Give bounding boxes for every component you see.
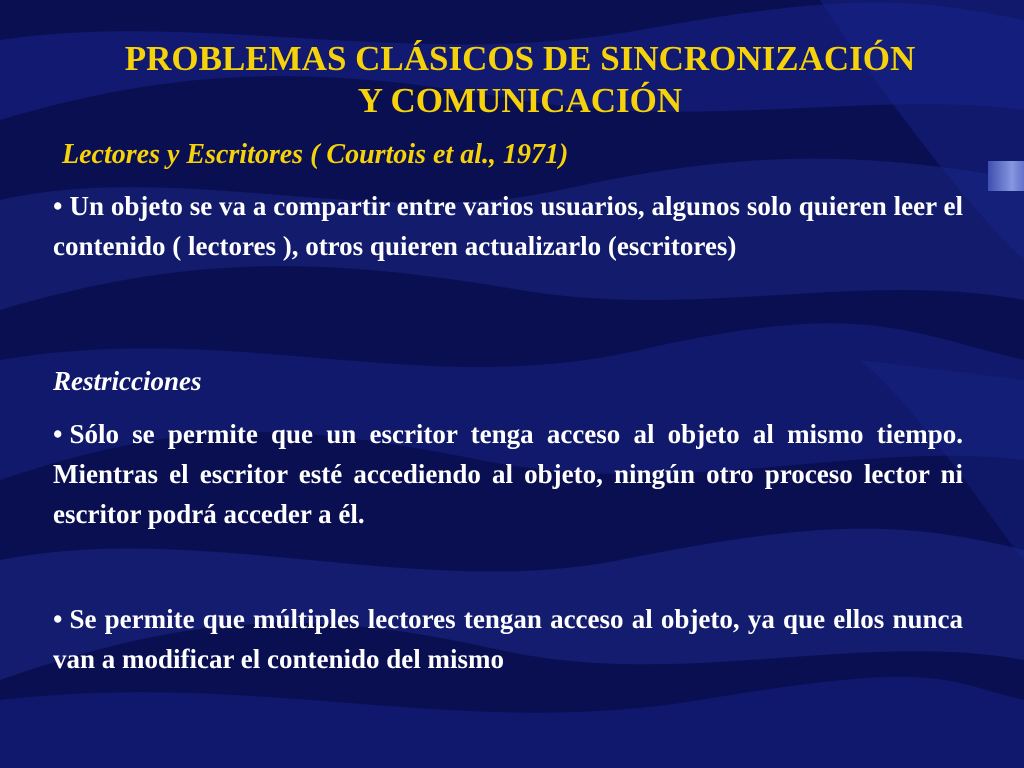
- bullet-text-2: Sólo se permite que un escritor tenga acceso al objeto al mismo tiempo. Mientras el escritor esté accediendo al objeto, ningún otro proceso lector ni escritor podrá acceder a él.: [53, 419, 963, 529]
- bullet-item-1: [53, 186, 963, 266]
- title-line-1: PROBLEMAS CLÁSICOS DE SINCRONIZACIÓN: [124, 39, 916, 78]
- subtitle: Lectores y Escritores ( Courtois et al., 1971): [62, 139, 569, 170]
- bullet-text-1: Un objeto se va a compartir entre varios usuarios, algunos solo quieren leer el contenido ( lectores ), otros quieren actualizarlo (escritores): [53, 191, 963, 261]
- bullet-item-3: [53, 599, 963, 679]
- title-line-2: Y COMUNICACIÓN: [357, 81, 683, 120]
- bullet-icon: •: [53, 191, 63, 221]
- bullet-text-3: Se permite que múltiples lectores tengan acceso al objeto, ya que ellos nunca van a modificar el contenido del mismo: [53, 604, 963, 674]
- bullet-icon: •: [53, 604, 63, 634]
- side-tab: [988, 161, 1024, 191]
- section-heading: Restricciones: [53, 366, 202, 396]
- bullet-item-2: [53, 414, 963, 534]
- bullet-icon: •: [53, 419, 63, 449]
- slide-title: [40, 38, 1000, 122]
